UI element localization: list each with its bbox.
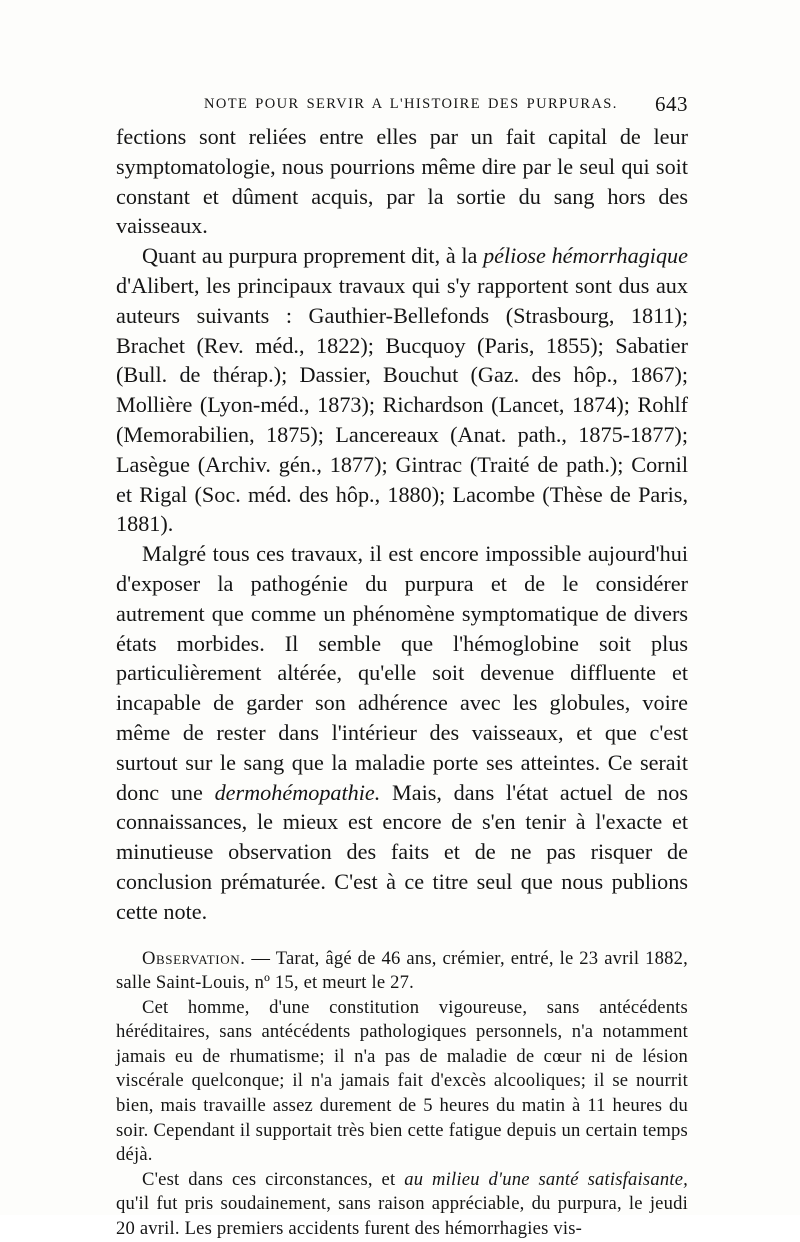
paragraph-purpura-works bbox=[116, 241, 688, 539]
paragraph-text: d'Alibert, les principaux travaux qui s'y rapportent sont dus aux auteurs suivants : Gauthier-Bellefonds (Strasbourg, 1811); Brachet (Rev. méd., 1822); Bucquoy (Paris, 1855); Sabatier (Bull. de thérap.); Dassier, Bouchut (Gaz. des hôp., 1867); Mollière (Lyon-méd., 1873); Richardson (Lancet, 1874); Rohlf (Memorabilien, 1875); Lancereaux (Anat. path., 1875-1877); Lasègue (Archiv. gén., 1877); Gintrac (Traité de path.); Cornil et Rigal (Soc. méd. des hôp., 1880); Lacombe (Thèse de Paris, 1881). bbox=[116, 272, 688, 537]
page-number: 643 bbox=[655, 92, 688, 116]
paragraph-pathogenesis bbox=[116, 539, 688, 926]
text-block bbox=[116, 122, 688, 1242]
observation-paragraph bbox=[116, 996, 688, 1168]
observation-intro bbox=[116, 947, 688, 996]
paragraph-text: Malgré tous ces travaux, il est encore impossible aujourd'hui d'exposer la pathogénie du purpura et de le considérer autrement que comme un phénomène symptomatique de divers états morbides. Il semble que l'hémoglobine soit plus particulièrement altérée, qu'elle soit devenue diffluente et incapable de garder son adhérence avec les globules, voire même de rester dans l'intérieur des vaisseaux, et que c'est surtout sur le sang que la maladie porte ses atteintes. Ce serait donc une bbox=[116, 541, 688, 805]
observation-text: qu'il fut pris soudainement, sans raison appréciable, du purpura, le jeudi 20 avril. Les premiers accidents furent des hémorrhagies vis- bbox=[116, 1193, 688, 1240]
paragraph-continuation bbox=[116, 122, 688, 241]
running-head bbox=[116, 90, 688, 120]
italic-term: au milieu d'une santé satisfaisante, bbox=[404, 1168, 689, 1190]
paragraph-text: Mais, dans l'état actuel de nos connaissances, le mieux est encore de s'en tenir à l'exacte et minutieuse observation des faits et de ne pas risquer de conclusion prématurée. C'est à ce titre seul que nous publions cette note. bbox=[116, 779, 688, 924]
section-gap bbox=[116, 927, 688, 947]
running-title: NOTE POUR SERVIR A L'HISTOIRE DES PURPURAS. bbox=[204, 96, 618, 112]
observation-text: Cet homme, d'une constitution vigoureuse, sans antécédents héréditaires, sans antécédents pathologiques personnels, n'a notamment jamais eu de rhumatisme; il n'a pas de maladie de cœur ni de lésion viscérale quelconque; il n'a jamais fait d'excès alcooliques; il se nourrit bien, mais travaille assez durement de 5 heures du matin à 11 heures du soir. Cependant il supportait très bien cette fatigue depuis un certain temps déjà. bbox=[116, 996, 688, 1166]
paragraph-text: fections sont reliées entre elles par un fait capital de leur symptomatologie, nous pourrions même dire par le seul qui soit constant et dûment acquis, par la sortie du sang hors des vaisseaux. bbox=[116, 124, 688, 239]
italic-term: péliose hémorrhagique bbox=[483, 243, 689, 269]
observation-text: C'est dans ces circonstances, et bbox=[142, 1168, 405, 1190]
italic-term: dermohémopathie. bbox=[214, 779, 381, 805]
observation-text: — Tarat, âgé de 46 ans, crémier, entré, le 23 avril 1882, salle Saint-Louis, nº 15, et meurt le 27. bbox=[116, 947, 688, 994]
observation-label: Observation. bbox=[142, 947, 246, 969]
observation-paragraph bbox=[116, 1168, 688, 1242]
paragraph-text: Quant au purpura proprement dit, à la bbox=[142, 243, 484, 269]
